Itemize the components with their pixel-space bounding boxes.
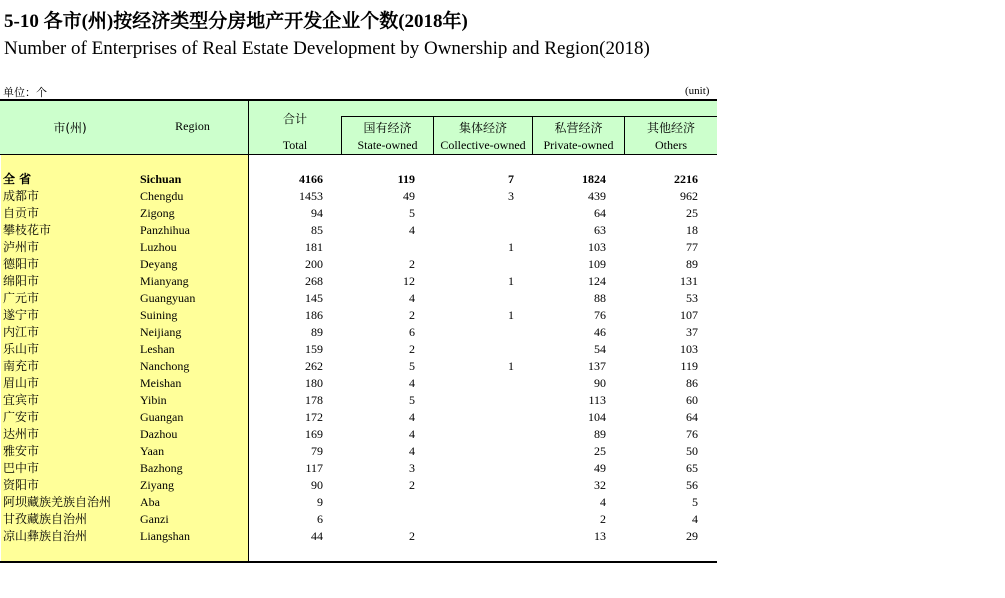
others-value: 107: [680, 308, 698, 322]
private-owned-value: 32: [594, 478, 606, 492]
others-value: 103: [680, 342, 698, 356]
others-value: 77: [686, 240, 698, 254]
total-value: 145: [305, 291, 323, 305]
total-value: 181: [305, 240, 323, 254]
header-private-en: Private-owned: [543, 138, 614, 152]
others-value: 53: [686, 291, 698, 305]
others-value: 60: [686, 393, 698, 407]
total-value: 94: [311, 206, 323, 220]
total-value: 9: [317, 495, 323, 509]
table-title-en: Number of Enterprises of Real Estate Development by Ownership and Region(2018): [4, 38, 650, 59]
private-owned-value: 2: [600, 512, 606, 526]
others-value: 76: [686, 427, 698, 441]
total-value: 159: [305, 342, 323, 356]
table-row: [0, 222, 717, 239]
private-owned-value: 25: [594, 444, 606, 458]
private-owned-value: 439: [588, 189, 606, 203]
region-name-en: Ziyang: [140, 478, 174, 492]
region-name-en: Aba: [140, 495, 160, 509]
table-row: [0, 324, 717, 341]
state-owned-value: 4: [409, 291, 415, 305]
private-owned-value: 46: [594, 325, 606, 339]
others-value: 2216: [674, 172, 698, 186]
private-owned-value: 113: [588, 393, 606, 407]
table-row: [0, 256, 717, 273]
others-value: 962: [680, 189, 698, 203]
others-value: 29: [686, 529, 698, 543]
unit-label-en: (unit): [685, 85, 710, 97]
others-value: 5: [692, 495, 698, 509]
total-value: 79: [311, 444, 323, 458]
table-row: [0, 341, 717, 358]
total-value: 200: [305, 257, 323, 271]
region-name-cn: 绵阳市: [3, 274, 40, 288]
table-row: [0, 290, 717, 307]
collective-owned-value: 1: [508, 308, 514, 322]
others-value: 50: [686, 444, 698, 458]
state-owned-value: 49: [403, 189, 415, 203]
others-value: 64: [686, 410, 698, 424]
others-value: 4: [692, 512, 698, 526]
region-name-cn: 广安市: [3, 410, 40, 424]
total-value: 89: [311, 325, 323, 339]
state-owned-value: 3: [409, 461, 415, 475]
total-value: 90: [311, 478, 323, 492]
region-name-cn: 攀枝花市: [3, 223, 52, 237]
region-name-en: Liangshan: [140, 529, 190, 543]
private-owned-value: 103: [588, 240, 606, 254]
region-name-cn: 宜宾市: [3, 393, 40, 407]
table-row: [0, 409, 717, 426]
state-owned-value: 4: [409, 410, 415, 424]
region-name-cn: 乐山市: [3, 342, 40, 356]
data-table: [0, 99, 717, 564]
region-name-cn: 雅安市: [3, 444, 40, 458]
region-name-en: Panzhihua: [140, 223, 190, 237]
state-owned-value: 5: [409, 206, 415, 220]
region-name-en: Neijiang: [140, 325, 182, 339]
private-owned-value: 109: [588, 257, 606, 271]
table-row: [0, 188, 717, 205]
region-name-en: Luzhou: [140, 240, 177, 254]
region-name-en: Mianyang: [140, 274, 189, 288]
private-owned-value: 89: [594, 427, 606, 441]
table-row: [0, 426, 717, 443]
others-value: 86: [686, 376, 698, 390]
state-owned-value: 2: [409, 478, 415, 492]
header-collective-en: Collective-owned: [440, 138, 526, 152]
region-name-en: Bazhong: [140, 461, 183, 475]
total-value: 262: [305, 359, 323, 373]
total-value: 117: [305, 461, 323, 475]
table-title-cn: 5-10 各市(州)按经济类型分房地产开发企业个数(2018年): [4, 11, 468, 32]
region-name-en: Meishan: [140, 376, 182, 390]
region-name-en: Leshan: [140, 342, 175, 356]
state-owned-value: 12: [403, 274, 415, 288]
region-name-cn: 阿坝藏族羌族自治州: [3, 495, 112, 509]
header-others-en: Others: [655, 138, 687, 152]
collective-owned-value: 1: [508, 274, 514, 288]
state-owned-value: 2: [409, 308, 415, 322]
collective-owned-value: 3: [508, 189, 514, 203]
table-row: [0, 511, 717, 528]
state-owned-value: 4: [409, 223, 415, 237]
private-owned-value: 88: [594, 291, 606, 305]
private-owned-value: 137: [588, 359, 606, 373]
header-collective-cn: 集体经济: [458, 121, 507, 135]
others-value: 89: [686, 257, 698, 271]
total-row: [0, 171, 717, 188]
others-value: 18: [686, 223, 698, 237]
private-owned-value: 104: [588, 410, 606, 424]
state-owned-value: 2: [409, 342, 415, 356]
others-value: 131: [680, 274, 698, 288]
state-owned-value: 4: [409, 444, 415, 458]
region-name-cn: 成都市: [3, 189, 40, 203]
total-value: 268: [305, 274, 323, 288]
table-row: [0, 205, 717, 222]
private-owned-value: 63: [594, 223, 606, 237]
region-name-en: Yaan: [140, 444, 165, 458]
state-owned-value: 119: [397, 172, 415, 186]
collective-owned-value: 1: [508, 359, 514, 373]
collective-owned-value: 1: [508, 240, 514, 254]
private-owned-value: 49: [594, 461, 606, 475]
header-private-cn: 私营经济: [554, 121, 603, 135]
region-name-cn: 资阳市: [3, 478, 40, 492]
private-owned-value: 64: [594, 206, 606, 220]
region-name-cn: 巴中市: [3, 461, 40, 475]
region-name-en: Dazhou: [140, 427, 178, 441]
table-row: [0, 477, 717, 494]
table-row: [0, 528, 717, 545]
header-total-en: Total: [282, 138, 308, 152]
private-owned-value: 4: [600, 495, 606, 509]
region-name-en: Ganzi: [140, 512, 169, 526]
region-name-en: Nanchong: [140, 359, 190, 373]
region-name-cn: 德阳市: [3, 257, 40, 271]
private-owned-value: 1824: [582, 172, 606, 186]
private-owned-value: 54: [594, 342, 606, 356]
region-name-cn: 内江市: [3, 325, 40, 339]
table-row: [0, 494, 717, 511]
total-value: 180: [305, 376, 323, 390]
state-owned-value: 5: [409, 359, 415, 373]
table-row: [0, 460, 717, 477]
private-owned-value: 90: [594, 376, 606, 390]
total-value: 6: [317, 512, 323, 526]
state-owned-value: 2: [409, 529, 415, 543]
state-owned-value: 5: [409, 393, 415, 407]
table-row: [0, 375, 717, 392]
region-name-cn: 全 省: [3, 172, 32, 186]
region-name-en: Yibin: [140, 393, 167, 407]
total-value: 169: [305, 427, 323, 441]
others-value: 119: [680, 359, 698, 373]
region-name-en: Chengdu: [140, 189, 184, 203]
header-state-cn: 国有经济: [363, 121, 412, 135]
header-total-cn: 合计: [282, 112, 307, 126]
table-row: [0, 239, 717, 256]
region-name-cn: 甘孜藏族自治州: [3, 512, 88, 526]
region-name-en: Guangyuan: [140, 291, 196, 305]
region-name-cn: 达州市: [3, 427, 40, 441]
table-row: [0, 443, 717, 460]
total-value: 85: [311, 223, 323, 237]
region-name-en: Suining: [140, 308, 178, 322]
header-others-cn: 其他经济: [646, 121, 695, 135]
private-owned-value: 13: [594, 529, 606, 543]
region-name-en: Deyang: [140, 257, 178, 271]
region-name-cn: 南充市: [3, 359, 40, 373]
state-owned-value: 2: [409, 257, 415, 271]
private-owned-value: 124: [588, 274, 606, 288]
subheader-rule: [341, 116, 717, 117]
table-row: [0, 273, 717, 290]
region-name-en: Guangan: [140, 410, 184, 424]
region-name-cn: 眉山市: [3, 376, 40, 390]
header-region-cn: 市(州): [53, 121, 87, 135]
header-state-en: State-owned: [357, 138, 418, 152]
total-value: 44: [311, 529, 323, 543]
state-owned-value: 6: [409, 325, 415, 339]
region-name-cn: 凉山彝族自治州: [3, 529, 88, 543]
region-name-cn: 遂宁市: [3, 308, 40, 322]
total-value: 1453: [299, 189, 323, 203]
header-region-en: Region: [175, 119, 210, 133]
region-name-cn: 泸州市: [3, 240, 40, 254]
region-name-cn: 自贡市: [3, 206, 40, 220]
total-value: 4166: [299, 172, 323, 186]
private-owned-value: 76: [594, 308, 606, 322]
others-value: 25: [686, 206, 698, 220]
region-name-en: Zigong: [140, 206, 175, 220]
table-row: [0, 307, 717, 324]
others-value: 65: [686, 461, 698, 475]
table-row: [0, 392, 717, 409]
total-value: 178: [305, 393, 323, 407]
total-value: 186: [305, 308, 323, 322]
total-value: 172: [305, 410, 323, 424]
others-value: 56: [686, 478, 698, 492]
table-row: [0, 358, 717, 375]
others-value: 37: [686, 325, 698, 339]
region-name-en: Sichuan: [140, 172, 182, 186]
unit-label-cn: 单位：个: [3, 86, 47, 99]
table-bottom-rule: [0, 561, 717, 563]
collective-owned-value: 7: [508, 172, 514, 186]
state-owned-value: 4: [409, 427, 415, 441]
state-owned-value: 4: [409, 376, 415, 390]
region-name-cn: 广元市: [3, 291, 40, 305]
table-top-rule: [0, 99, 717, 101]
header-bottom-rule: [0, 154, 717, 155]
